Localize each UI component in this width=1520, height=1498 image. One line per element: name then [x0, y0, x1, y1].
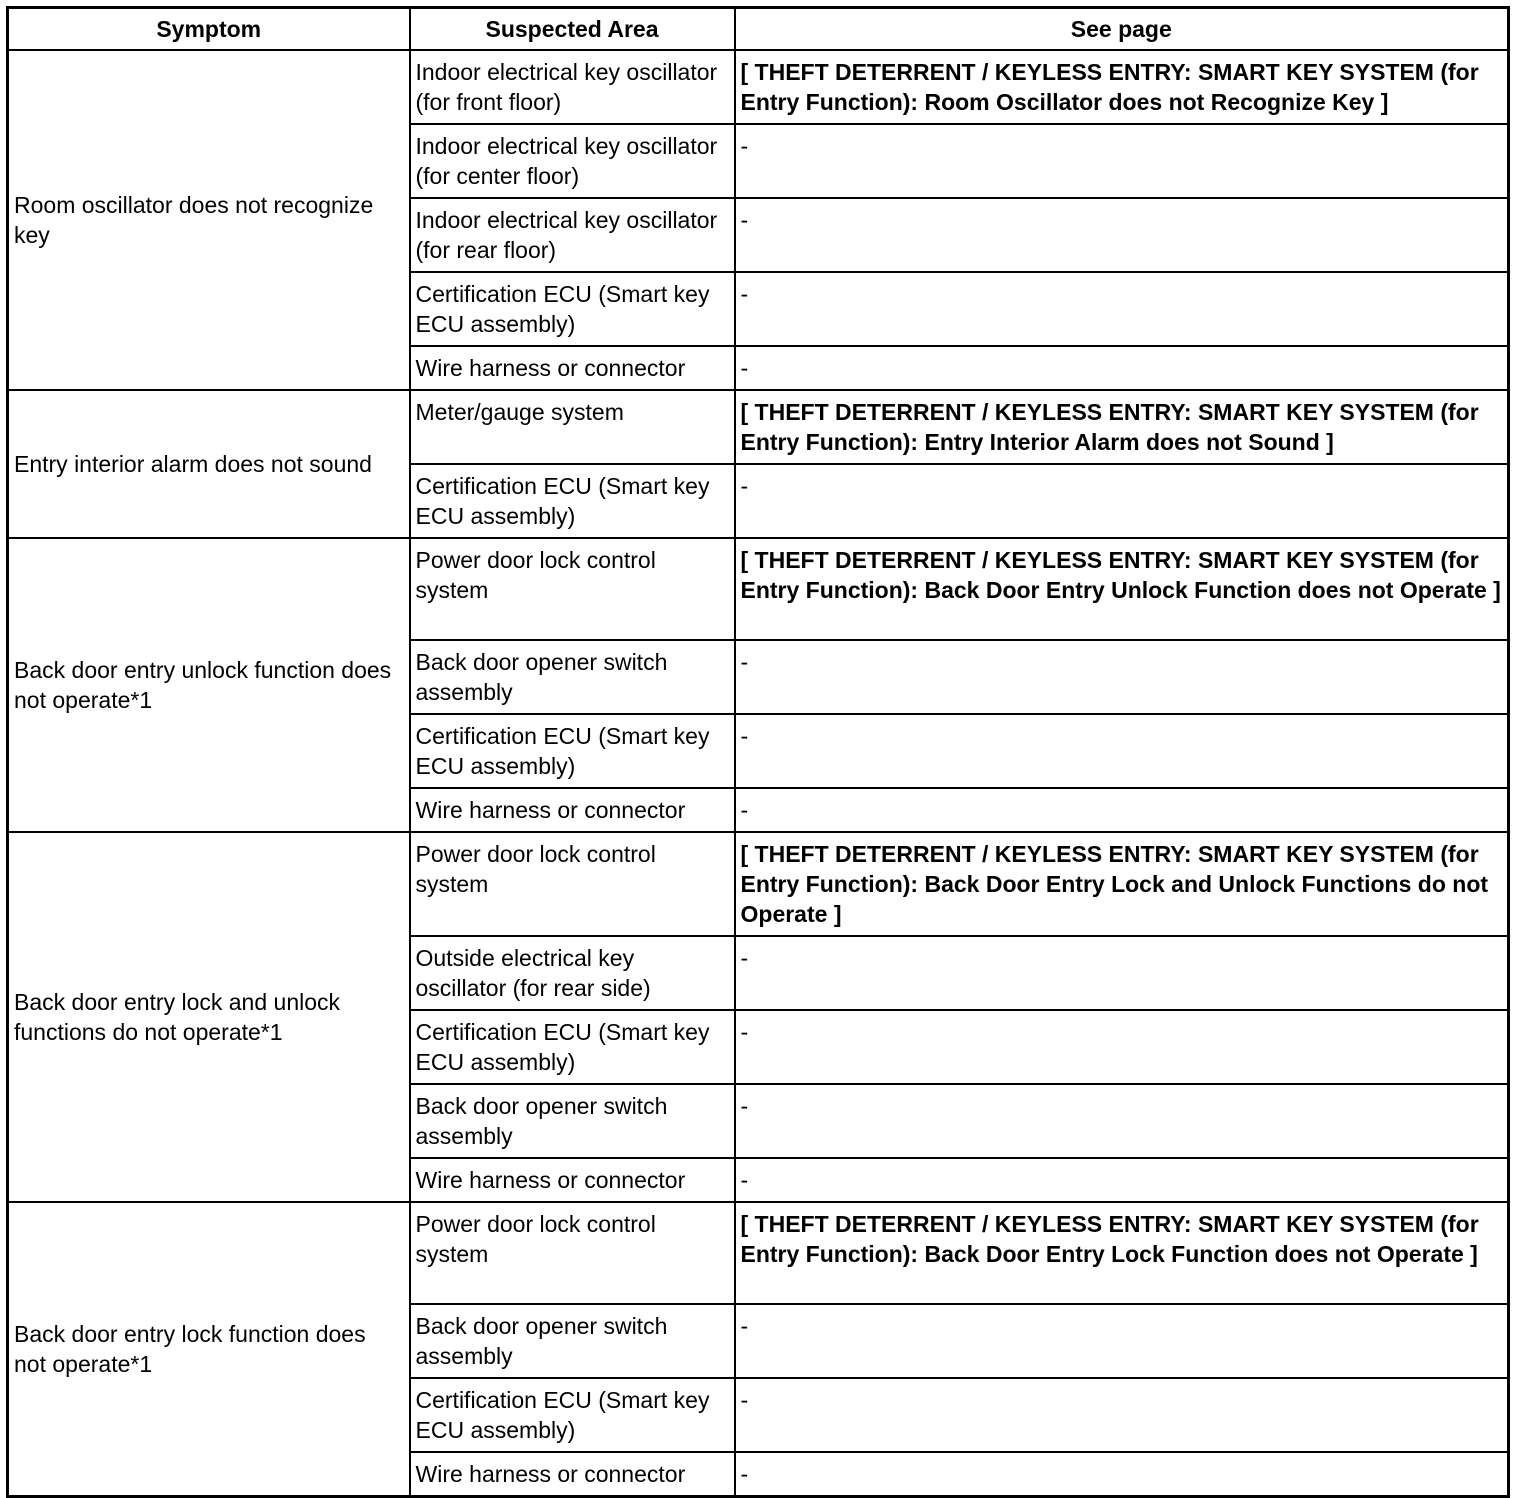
- see-page-cell: -: [735, 788, 1509, 832]
- suspected-area-cell: Back door opener switch assembly: [410, 1084, 735, 1158]
- suspected-area-cell: Certification ECU (Smart key ECU assembly): [410, 714, 735, 788]
- see-page-cell: [ THEFT DETERRENT / KEYLESS ENTRY: SMART KEY SYSTEM (for Entry Function): Entry Interior Alarm does not Sound ]: [735, 390, 1509, 464]
- see-page-cell: -: [735, 714, 1509, 788]
- suspected-area-cell: Back door opener switch assembly: [410, 640, 735, 714]
- header-row: [8, 8, 1509, 50]
- see-page-cell: -: [735, 1158, 1509, 1202]
- header-symptom: Symptom: [8, 8, 410, 50]
- header-see-page: See page: [735, 8, 1509, 50]
- see-page-cell: -: [735, 124, 1509, 198]
- suspected-area-cell: Meter/gauge system: [410, 390, 735, 464]
- see-page-cell: -: [735, 1304, 1509, 1378]
- see-page-cell: -: [735, 464, 1509, 538]
- suspected-area-cell: Certification ECU (Smart key ECU assembly): [410, 1010, 735, 1084]
- see-page-cell: -: [735, 640, 1509, 714]
- see-page-cell: [ THEFT DETERRENT / KEYLESS ENTRY: SMART KEY SYSTEM (for Entry Function): Back Door Entry Lock and Unlock Functions do not Operate ]: [735, 832, 1509, 936]
- see-page-cell: [ THEFT DETERRENT / KEYLESS ENTRY: SMART KEY SYSTEM (for Entry Function): Room Oscillator does not Recognize Key ]: [735, 50, 1509, 124]
- see-page-cell: [ THEFT DETERRENT / KEYLESS ENTRY: SMART KEY SYSTEM (for Entry Function): Back Door Entry Unlock Function does not Operate ]: [735, 538, 1509, 640]
- suspected-area-cell: Outside electrical key oscillator (for rear side): [410, 936, 735, 1010]
- suspected-area-cell: Power door lock control system: [410, 538, 735, 640]
- symptom-cell: Room oscillator does not recognize key: [8, 50, 410, 390]
- table-row: [8, 50, 1509, 124]
- suspected-area-cell: Indoor electrical key oscillator (for front floor): [410, 50, 735, 124]
- table-row: [8, 1202, 1509, 1304]
- suspected-area-cell: Certification ECU (Smart key ECU assembly): [410, 464, 735, 538]
- see-page-cell: -: [735, 936, 1509, 1010]
- see-page-cell: -: [735, 1452, 1509, 1497]
- see-page-cell: -: [735, 1378, 1509, 1452]
- suspected-area-cell: Back door opener switch assembly: [410, 1304, 735, 1378]
- suspected-area-cell: Indoor electrical key oscillator (for center floor): [410, 124, 735, 198]
- symptom-cell: Back door entry unlock function does not operate*1: [8, 538, 410, 832]
- see-page-cell: -: [735, 198, 1509, 272]
- see-page-cell: -: [735, 1084, 1509, 1158]
- symptom-cell: Entry interior alarm does not sound: [8, 390, 410, 538]
- suspected-area-cell: Wire harness or connector: [410, 1452, 735, 1497]
- suspected-area-cell: Power door lock control system: [410, 1202, 735, 1304]
- suspected-area-cell: Wire harness or connector: [410, 346, 735, 390]
- symptom-cell: Back door entry lock and unlock functions do not operate*1: [8, 832, 410, 1202]
- see-page-cell: [ THEFT DETERRENT / KEYLESS ENTRY: SMART KEY SYSTEM (for Entry Function): Back Door Entry Lock Function does not Operate ]: [735, 1202, 1509, 1304]
- symptom-cell: Back door entry lock function does not operate*1: [8, 1202, 410, 1497]
- suspected-area-cell: Wire harness or connector: [410, 1158, 735, 1202]
- table-row: [8, 538, 1509, 640]
- see-page-cell: -: [735, 1010, 1509, 1084]
- suspected-area-cell: Certification ECU (Smart key ECU assembly): [410, 1378, 735, 1452]
- header-suspected-area: Suspected Area: [410, 8, 735, 50]
- see-page-cell: -: [735, 272, 1509, 346]
- table-row: [8, 832, 1509, 936]
- symptom-table: [6, 6, 1510, 1498]
- suspected-area-cell: Power door lock control system: [410, 832, 735, 936]
- table-row: [8, 390, 1509, 464]
- suspected-area-cell: Wire harness or connector: [410, 788, 735, 832]
- suspected-area-cell: Certification ECU (Smart key ECU assembly): [410, 272, 735, 346]
- suspected-area-cell: Indoor electrical key oscillator (for rear floor): [410, 198, 735, 272]
- see-page-cell: -: [735, 346, 1509, 390]
